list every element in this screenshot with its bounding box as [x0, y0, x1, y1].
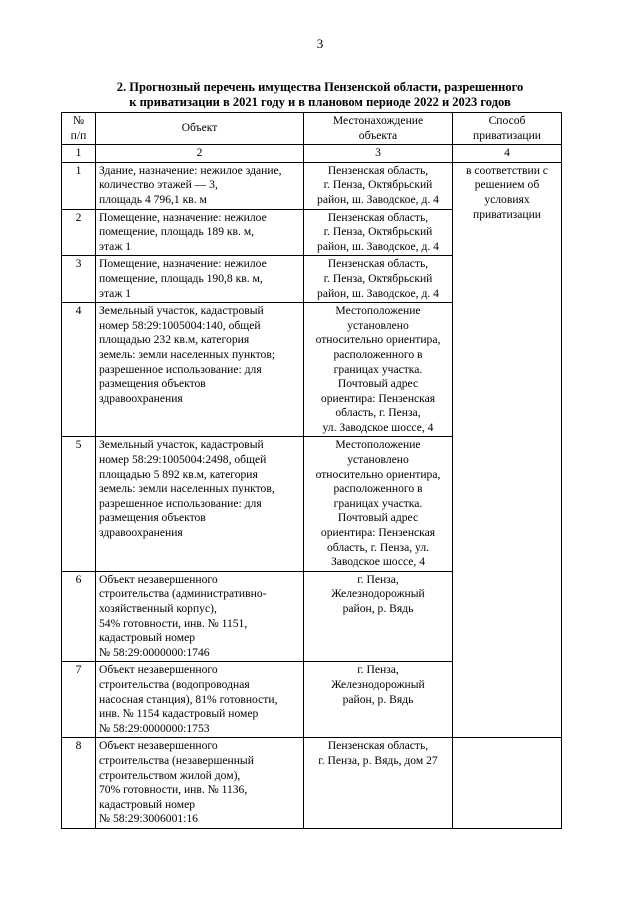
location-line: г. Пенза, Октябрьский — [323, 178, 433, 192]
object-line: разрешенное использование: для — [99, 496, 262, 510]
location-line: границах участка. — [333, 496, 423, 510]
method-line: в соответствии с — [466, 163, 548, 177]
object-line: помещение, площадь 189 кв. м, — [99, 225, 255, 239]
object-line: земель: земли населенных пунктов, — [99, 482, 275, 496]
object-line: здравоохранения — [99, 391, 183, 405]
object-description — [96, 256, 304, 303]
header-object — [96, 113, 304, 145]
header-num-line: № — [72, 114, 85, 127]
row-number: 8 — [62, 738, 96, 829]
object-line: Объект незавершенного — [99, 739, 218, 753]
section-title-line: 2. Прогнозный перечень имущества Пензенской области, разрешенного — [116, 80, 524, 94]
location-line: район, ш. Заводское, д. 4 — [317, 192, 439, 206]
privatization-method — [453, 162, 562, 738]
location-line: г. Пенза, Октябрьский — [323, 225, 433, 239]
section-title-line: к приватизации в 2021 году и в плановом периоде 2022 и 2023 годов — [129, 95, 511, 109]
table-header-row — [62, 113, 562, 145]
object-description — [96, 738, 304, 829]
column-number: 3 — [304, 145, 453, 163]
column-number: 1 — [62, 145, 96, 163]
object-description — [96, 437, 304, 571]
location-line: расположенного в — [333, 482, 423, 496]
object-location — [304, 571, 453, 662]
object-line: Помещение, назначение: нежилое — [99, 257, 267, 271]
object-line: 70% готовности, инв. № 1136, — [99, 783, 248, 797]
method-line: решением об — [474, 178, 540, 192]
column-number-row — [62, 145, 562, 163]
object-line: Объект незавершенного — [99, 663, 218, 677]
object-line: Земельный участок, кадастровый — [99, 304, 264, 318]
location-line: ориентира: Пензенская — [320, 391, 436, 405]
object-description — [96, 303, 304, 437]
object-line: Земельный участок, кадастровый — [99, 438, 264, 452]
object-location — [304, 662, 453, 738]
column-number: 2 — [96, 145, 304, 163]
location-line: установлено — [347, 318, 409, 332]
property-table — [61, 112, 562, 829]
location-line: относительно ориентира, — [315, 333, 441, 347]
object-line: кадастровый номер — [99, 631, 196, 645]
object-line: строительства (незавершенный — [99, 753, 254, 767]
object-location — [304, 256, 453, 303]
location-line: Пензенская область, — [327, 210, 429, 224]
object-line: строительства (водопроводная — [99, 677, 250, 691]
row-number: 7 — [62, 662, 96, 738]
location-line: установлено — [347, 453, 409, 467]
method-line: условиях — [484, 192, 530, 206]
location-line: ориентира: Пензенская — [320, 526, 436, 540]
location-line: Почтовый адрес — [337, 511, 419, 525]
object-line: площадью 5 892 кв.м, категория — [99, 467, 258, 481]
row-number: 1 — [62, 162, 96, 209]
location-line: Местоположение — [335, 438, 421, 452]
header-num — [62, 113, 96, 145]
location-line: район, ш. Заводское, д. 4 — [317, 239, 439, 253]
object-line: номер 58:29:1005004:2498, общей — [99, 453, 267, 467]
object-line: площадью 232 кв.м, категория — [99, 333, 250, 347]
object-location — [304, 209, 453, 256]
location-line: г. Пенза, Октябрьский — [323, 271, 433, 285]
object-line: № 58:29:3006001:16 — [99, 812, 198, 826]
location-line: район, ш. Заводское, д. 4 — [317, 286, 439, 300]
location-line: Пензенская область, — [327, 739, 429, 753]
object-line: Помещение, назначение: нежилое — [99, 210, 267, 224]
object-description — [96, 162, 304, 209]
privatization-method-empty — [453, 738, 562, 829]
location-line: Железнодорожный — [331, 677, 425, 691]
object-line: здравоохранения — [99, 526, 183, 540]
location-line: район, р. Вядь — [342, 692, 414, 706]
header-num-line: п/п — [70, 128, 87, 142]
object-line: номер 58:29:1005004:140, общей — [99, 318, 261, 332]
object-description — [96, 571, 304, 662]
column-number: 4 — [453, 145, 562, 163]
location-line: границах участка. — [333, 362, 423, 376]
object-line: кадастровый номер — [99, 797, 196, 811]
location-line: г. Пенза, р. Вядь, дом 27 — [318, 753, 438, 767]
header-method-line: Способ — [488, 114, 526, 127]
object-location — [304, 303, 453, 437]
location-line: Железнодорожный — [331, 587, 425, 601]
location-line: г. Пенза, — [357, 663, 399, 677]
object-description — [96, 209, 304, 256]
page-number: 3 — [316, 36, 324, 51]
row-number: 6 — [62, 571, 96, 662]
row-number: 4 — [62, 303, 96, 437]
section-title — [60, 80, 580, 110]
object-line: площадь 4 796,1 кв. м — [99, 192, 207, 206]
row-number: 3 — [62, 256, 96, 303]
object-line: инв. № 1154 кадастровый номер — [99, 707, 259, 721]
location-line: г. Пенза, — [357, 572, 399, 586]
object-line: размещения объектов — [99, 377, 206, 391]
object-location — [304, 437, 453, 571]
location-line: Почтовый адрес — [337, 377, 419, 391]
object-line: строительства (административно- — [99, 587, 267, 601]
object-location — [304, 738, 453, 829]
object-line: помещение, площадь 190,8 кв. м, — [99, 271, 263, 285]
object-line: Объект незавершенного — [99, 572, 218, 586]
object-line: насосная станция), 81% готовности, — [99, 692, 278, 706]
location-line: ул. Заводское шоссе, 4 — [322, 420, 434, 434]
location-line: Пензенская область, — [327, 163, 429, 177]
location-line: относительно ориентира, — [315, 467, 441, 481]
header-location — [304, 113, 453, 145]
location-line: расположенного в — [333, 347, 423, 361]
location-line: район, р. Вядь — [342, 602, 414, 615]
object-line: № 58:29:0000000:1753 — [99, 721, 210, 735]
object-line: Здание, назначение: нежилое здание, — [99, 163, 282, 177]
object-line: этаж 1 — [99, 239, 132, 253]
location-line: Местоположение — [335, 304, 421, 318]
location-line: Заводское шоссе, 4 — [330, 555, 426, 569]
object-description — [96, 662, 304, 738]
header-location-line: объекта — [358, 128, 398, 142]
object-line: количество этажей — 3, — [99, 178, 218, 192]
row-number: 5 — [62, 437, 96, 571]
location-line: область, г. Пенза, ул. — [326, 540, 430, 554]
table-row — [62, 738, 562, 829]
object-line: этаж 1 — [99, 286, 132, 300]
object-location — [304, 162, 453, 209]
object-line: хозяйственный корпус), — [99, 602, 217, 615]
location-line: Пензенская область, — [327, 257, 429, 271]
object-line: № 58:29:0000000:1746 — [99, 645, 210, 659]
header-method-line: приватизации — [473, 128, 541, 142]
object-line: разрешенное использование: для — [99, 362, 262, 376]
header-location-line: Местонахождение — [332, 114, 424, 127]
table-row — [62, 162, 562, 209]
header-object-line: Объект — [181, 121, 218, 135]
method-line: приватизации — [473, 207, 541, 221]
object-line: 54% готовности, инв. № 1151, — [99, 616, 248, 630]
object-line: земель: земли населенных пунктов; — [99, 347, 276, 361]
header-method — [453, 113, 562, 145]
object-line: размещения объектов — [99, 511, 206, 525]
row-number: 2 — [62, 209, 96, 256]
object-line: строительством жилой дом), — [99, 768, 241, 782]
location-line: область, г. Пенза, — [335, 406, 421, 420]
